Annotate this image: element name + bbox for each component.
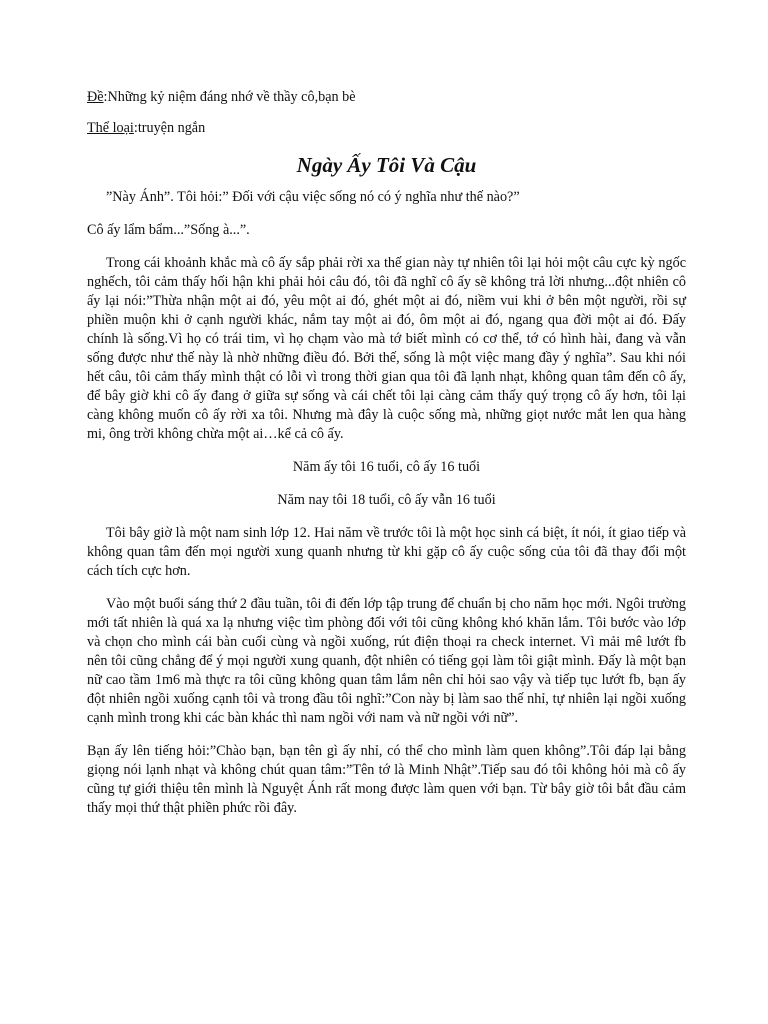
age-line-now: Năm nay tôi 18 tuổi, cô ấy vẫn 16 tuổi bbox=[277, 492, 496, 508]
genre-line bbox=[87, 119, 686, 138]
story-title: Ngày Ấy Tôi Và Cậu bbox=[296, 153, 477, 177]
genre-label: Thể loại bbox=[87, 120, 134, 136]
topic-text: :Những kỷ niệm đáng nhớ về thầy cô,bạn bè bbox=[103, 89, 356, 105]
paragraph-meaning-of-life: Trong cái khoảnh khắc mà cô ấy sắp phải rời xa thế gian này tự nhiên tôi lại hỏi một câu cực kỳ ngốc nghếch, tôi cảm thấy hối hận khi phải hỏi câu đó, tôi đã nghĩ cô ấy sẽ không trả lời nhưng...đột nhiên cô ấy lại nói:”Thừa nhận một ai đó, yêu một ai đó, ghét một ai đó, niềm vui khi ở bên một người, rồi sự phiền muộn khi ở cạnh người khác, nắm tay một ai đó, ôm một ai đó, ngang qua đời một ai đó. Đấy chính là sống.Vì họ có trái tim, vì họ chạm vào mà tớ biết mình có cơ thể, tớ có hình hài, đang và vẫn sống được như thế này là nhờ những điều đó. Bởi thế, sống là một việc mang đầy ý nghĩa”. Sau khi nói hết câu, tôi cảm thấy mình thật có lỗi vì trong thời gian qua tôi đã lạnh nhạt, không quan tâm đến cô ấy, để bây giờ khi cô ấy đang ở giữa sự sống và cái chết tôi lại càng cảm thấy quý trọng cô ấy hơn, tôi lại càng không muốn cô ấy rời xa tôi. Nhưng mà đây là cuộc sống mà, những giọt nước mắt len qua hàng mi, ông trời không chừa một ai…kể cả cô ấy. bbox=[87, 255, 686, 442]
age-line-then: Năm ấy tôi 16 tuổi, cô ấy 16 tuổi bbox=[292, 459, 481, 475]
paragraph-meeting: Bạn ấy lên tiếng hỏi:”Chào bạn, bạn tên gì ấy nhỉ, có thể cho mình làm quen không”.Tôi đáp lại bằng giọng nói lạnh nhạt và không chút quan tâm:”Tên tớ là Minh Nhật”.Tiếp sau đó tôi không hỏi mà cô ấy cũng tự giới thiệu tên mình là Nguyệt Ánh rất mong được làm quen với bạn. Từ bây giờ tôi bắt đầu cảm thấy mọi thứ thật phiền phức rồi đây. bbox=[87, 743, 686, 816]
topic-line bbox=[87, 88, 686, 107]
paragraph-first-day: Vào một buổi sáng thứ 2 đầu tuần, tôi đi đến lớp tập trung để chuẩn bị cho năm học mới. Ngôi trường mới tất nhiên là quá xa lạ nhưng việc tìm phòng đối với tôi cũng không khó khăn lắm. Tôi bước vào lớp và chọn cho mình cái bàn cuối cùng và ngồi xuống, rút điện thoại ra check internet. Vì mải mê lướt fb nên tôi cũng chẳng để ý mọi người xung quanh, đột nhiên có tiếng gọi làm tôi giật mình. Đấy là một bạn nữ cao tầm 1m6 mà thực ra tôi cũng không quan tâm lắm nên chỉ hỏi sao vậy và tiếp tục lướt fb, bạn ấy đột nhiên ngồi xuống cạnh tôi và trong đầu tôi nghĩ:”Con này bị làm sao thế nhỉ, tự nhiên lại ngồi xuống cạnh mình trong khi các bàn khác thì nam ngồi với nam và nữ ngồi với nữ”. bbox=[87, 596, 686, 726]
paragraph-dialogue-reply: Cô ấy lẩm bẩm...”Sống à...”. bbox=[87, 222, 250, 238]
paragraph-introduction: Tôi bây giờ là một nam sinh lớp 12. Hai năm về trước tôi là một học sinh cá biệt, ít nói, ít giao tiếp và không quan tâm đến mọi người xung quanh nhưng từ khi gặp cô ấy cuộc sống của tôi đã thay đổi một cách tích cực hơn. bbox=[87, 525, 686, 579]
paragraph-dialogue-question: ”Này Ánh”. Tôi hỏi:” Đối với cậu việc sống nó có ý nghĩa như thế nào?” bbox=[106, 189, 520, 205]
genre-text: :truyện ngắn bbox=[133, 120, 206, 136]
topic-label: Đề bbox=[87, 89, 104, 105]
